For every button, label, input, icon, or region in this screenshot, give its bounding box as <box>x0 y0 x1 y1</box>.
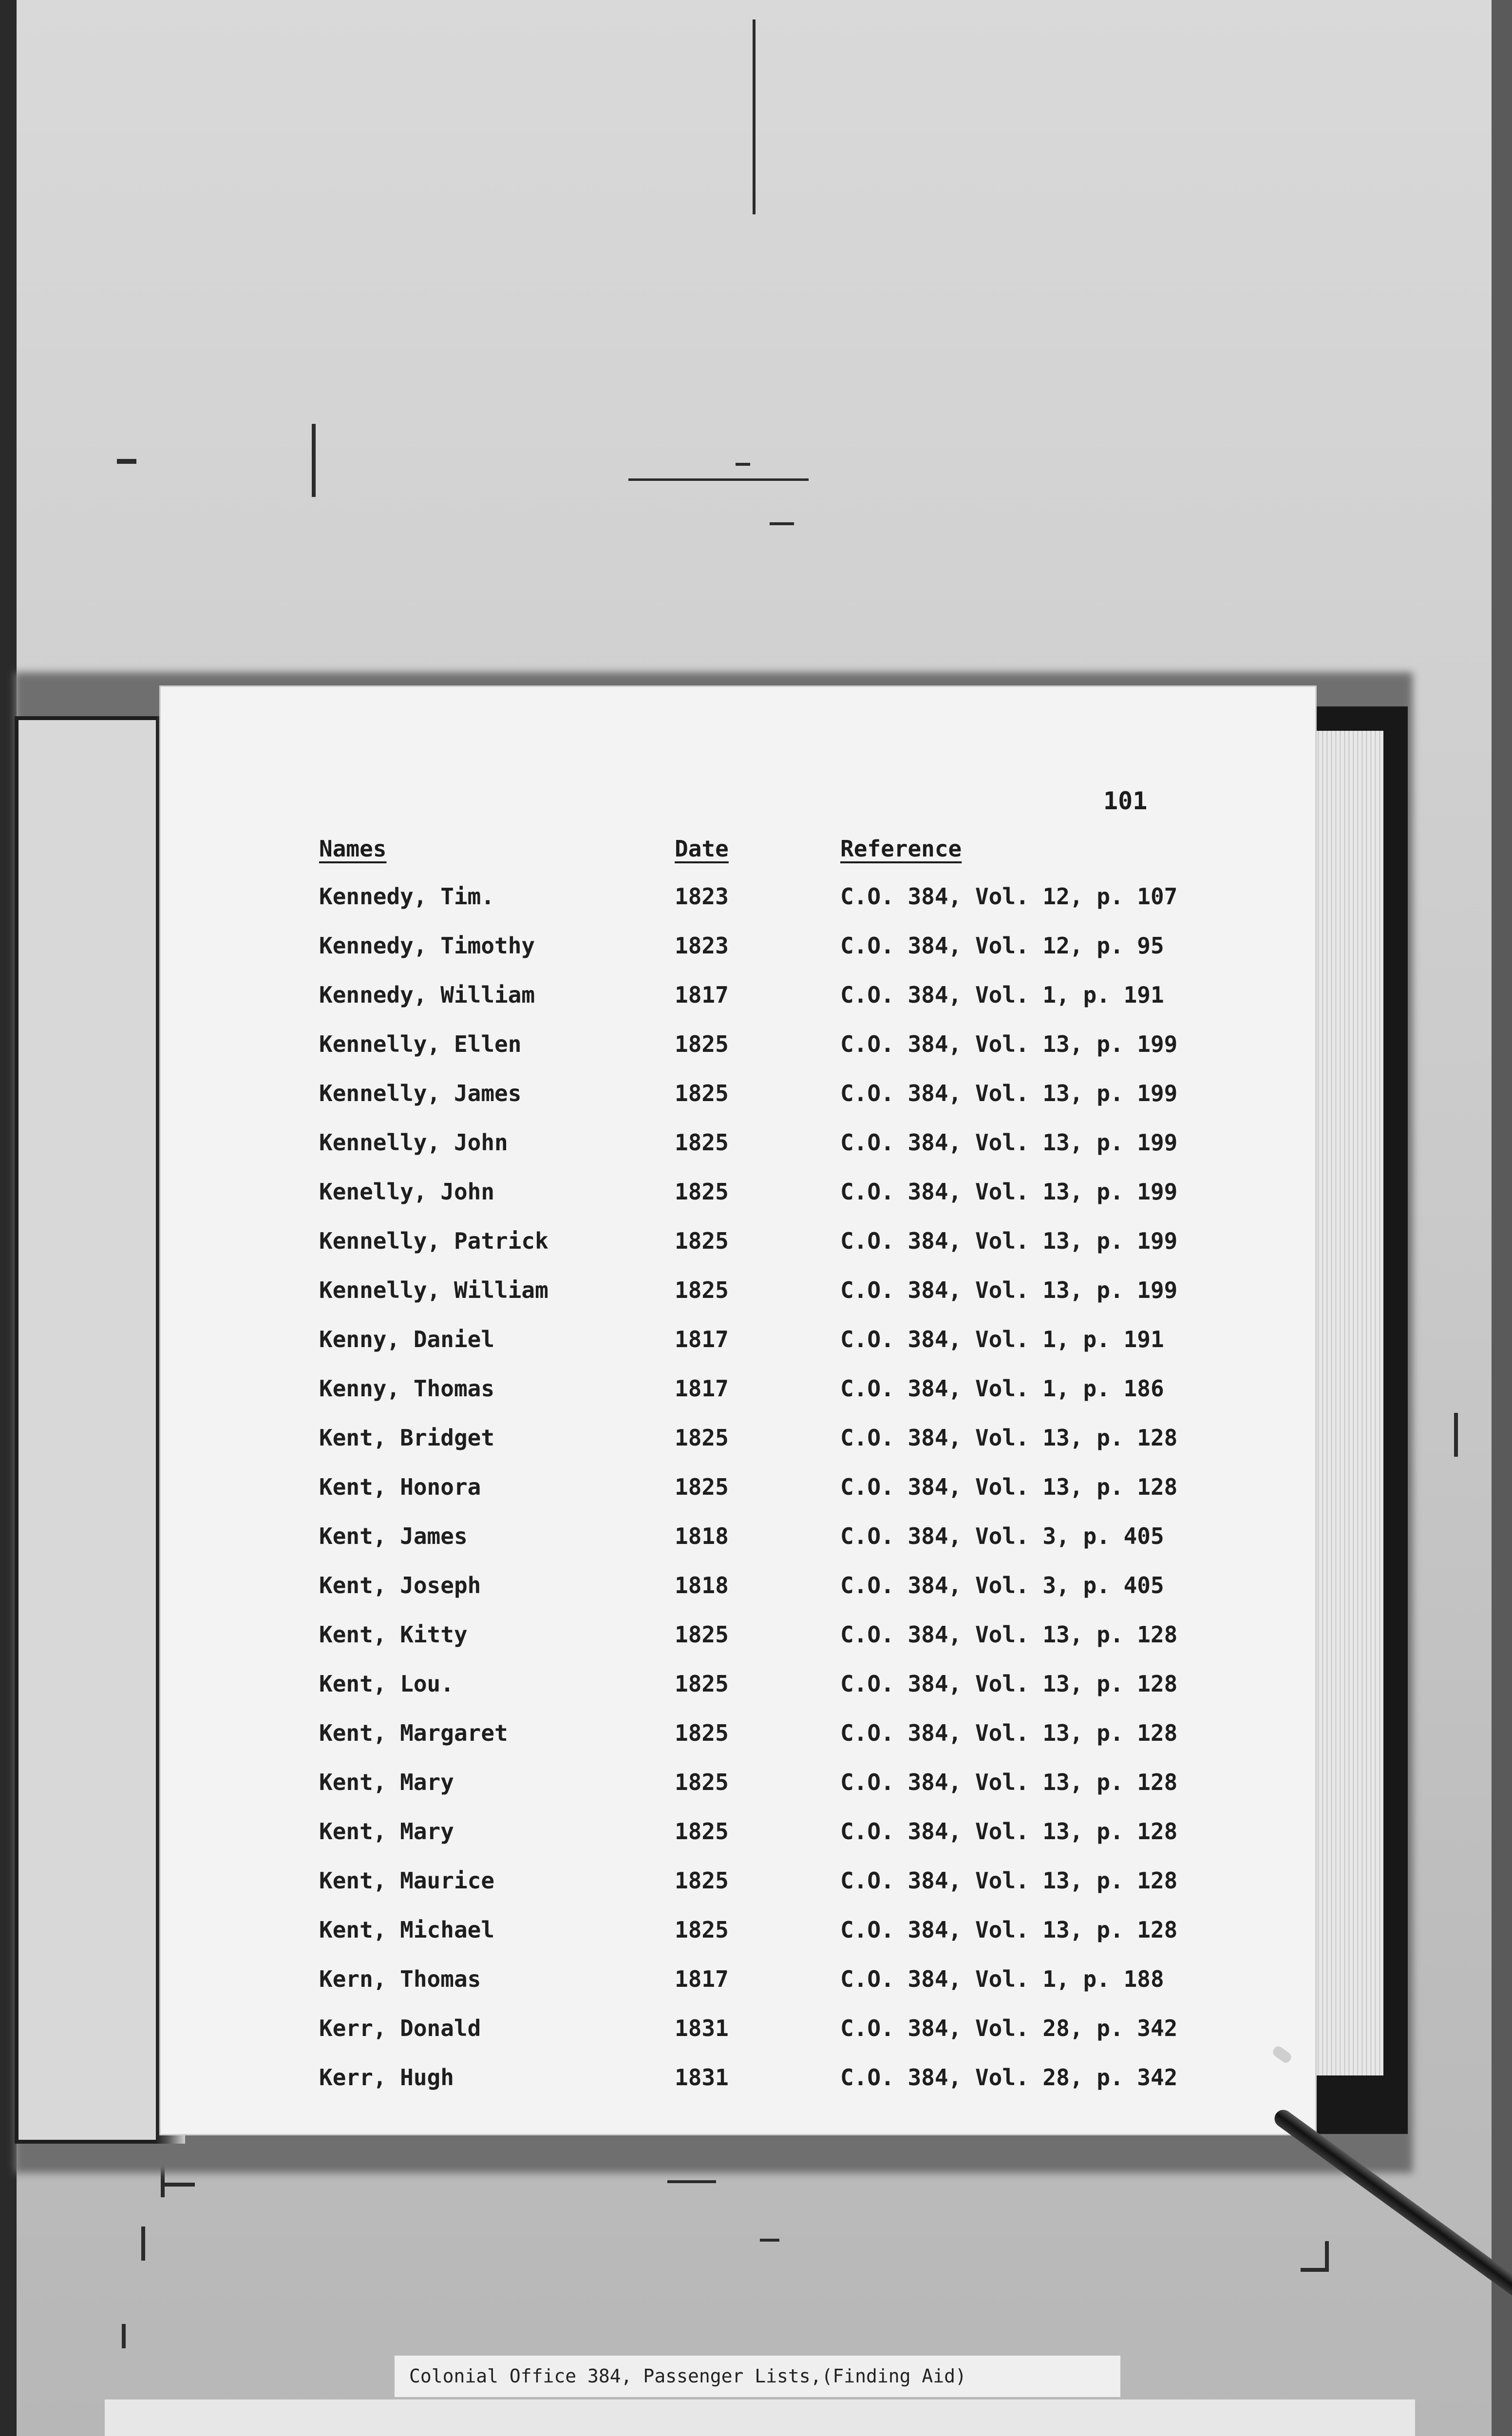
archive-stamp-card <box>105 2399 1415 2436</box>
list-item <box>319 1817 1220 1866</box>
entry-reference: C.O. 384, Vol. 12, p. 107 <box>840 883 1178 910</box>
entry-name: Kenelly, John <box>319 1179 495 1205</box>
entry-date: 1825 <box>675 1867 729 1894</box>
list-item <box>319 1079 1220 1128</box>
entry-date: 1825 <box>675 1621 729 1648</box>
entry-name: Kennelly, Patrick <box>319 1228 548 1254</box>
entry-name: Kerr, Hugh <box>319 2064 454 2091</box>
entry-name: Kent, Maurice <box>319 1867 495 1894</box>
entry-name: Kenny, Daniel <box>319 1326 495 1352</box>
board-edge-right <box>1492 0 1512 2436</box>
board-mark <box>770 522 794 525</box>
entry-date: 1831 <box>675 2015 729 2041</box>
entry-name: Kennedy, Tim. <box>319 883 495 910</box>
entry-name: Kent, James <box>319 1523 468 1549</box>
entry-date: 1817 <box>675 1375 729 1402</box>
list-item <box>319 1226 1220 1275</box>
board-mark <box>628 478 809 481</box>
list-item <box>319 931 1220 980</box>
entry-date: 1825 <box>675 1474 729 1500</box>
entry-date: 1823 <box>675 883 729 910</box>
entry-name: Kent, Honora <box>319 1474 481 1500</box>
entry-reference: C.O. 384, Vol. 13, p. 199 <box>840 1228 1178 1254</box>
entry-name: Kern, Thomas <box>319 1966 481 1992</box>
entry-reference: C.O. 384, Vol. 3, p. 405 <box>840 1523 1164 1549</box>
board-mark <box>1301 2268 1329 2272</box>
entry-name: Kent, Lou. <box>319 1671 454 1697</box>
left-page <box>15 716 170 2144</box>
entry-name: Kenny, Thomas <box>319 1375 495 1402</box>
list-item <box>319 1620 1220 1669</box>
board-mark <box>161 2183 195 2187</box>
entry-reference: C.O. 384, Vol. 13, p. 128 <box>840 1867 1178 1894</box>
board-mark <box>141 2227 145 2261</box>
entry-reference: C.O. 384, Vol. 1, p. 186 <box>840 1375 1164 1402</box>
column-header-date: Date <box>675 836 729 862</box>
column-header-reference: Reference <box>840 836 962 862</box>
entry-date: 1825 <box>675 1179 729 1205</box>
entry-name: Kennelly, John <box>319 1129 508 1156</box>
entry-name: Kennelly, William <box>319 1277 548 1303</box>
entry-date: 1831 <box>675 2064 729 2091</box>
list-item <box>319 1964 1220 2014</box>
entry-reference: C.O. 384, Vol. 13, p. 199 <box>840 1129 1178 1156</box>
board-mark <box>1325 2241 1329 2270</box>
page-number: 101 <box>1103 787 1148 815</box>
list-item <box>319 1325 1220 1374</box>
entry-name: Kent, Michael <box>319 1917 495 1943</box>
list-item <box>319 1128 1220 1177</box>
list-item <box>319 882 1220 931</box>
list-item <box>319 1472 1220 1522</box>
entry-reference: C.O. 384, Vol. 1, p. 188 <box>840 1966 1164 1992</box>
entry-name: Kennelly, Ellen <box>319 1031 522 1057</box>
entry-date: 1825 <box>675 1080 729 1106</box>
page-stack-edge <box>1310 731 1383 2075</box>
list-item <box>319 1177 1220 1226</box>
caption-label: Colonial Office 384, Passenger Lists,(Finding Aid) <box>395 2356 1120 2397</box>
entry-reference: C.O. 384, Vol. 13, p. 128 <box>840 1917 1178 1943</box>
entry-reference: C.O. 384, Vol. 13, p. 199 <box>840 1031 1178 1057</box>
entry-reference: C.O. 384, Vol. 13, p. 128 <box>840 1671 1178 1697</box>
entry-reference: C.O. 384, Vol. 13, p. 128 <box>840 1769 1178 1795</box>
entry-date: 1825 <box>675 1129 729 1156</box>
entry-name: Kent, Margaret <box>319 1720 508 1746</box>
board-mark <box>736 463 750 466</box>
entry-date: 1823 <box>675 933 729 959</box>
entry-date: 1818 <box>675 1523 729 1549</box>
board-mark <box>122 2324 126 2348</box>
entry-date: 1825 <box>675 1425 729 1451</box>
entry-reference: C.O. 384, Vol. 3, p. 405 <box>840 1572 1164 1599</box>
board-mark <box>753 19 756 214</box>
entry-reference: C.O. 384, Vol. 1, p. 191 <box>840 1326 1164 1352</box>
entry-reference: C.O. 384, Vol. 28, p. 342 <box>840 2064 1178 2091</box>
board-edge-left <box>0 0 17 2436</box>
entry-date: 1825 <box>675 1769 729 1795</box>
entry-date: 1817 <box>675 1326 729 1352</box>
list-item <box>319 1423 1220 1472</box>
list-item <box>319 1374 1220 1423</box>
entry-reference: C.O. 384, Vol. 13, p. 128 <box>840 1621 1178 1648</box>
entry-name: Kent, Kitty <box>319 1621 468 1648</box>
list-item <box>319 1029 1220 1079</box>
entry-name: Kennedy, William <box>319 982 535 1008</box>
list-item <box>319 1522 1220 1571</box>
entry-date: 1825 <box>675 1228 729 1254</box>
entry-date: 1818 <box>675 1572 729 1599</box>
list-item <box>319 1669 1220 1718</box>
entry-name: Kerr, Donald <box>319 2015 481 2041</box>
entry-reference: C.O. 384, Vol. 1, p. 191 <box>840 982 1164 1008</box>
list-item <box>319 1915 1220 1964</box>
entry-name: Kent, Bridget <box>319 1425 495 1451</box>
entry-reference: C.O. 384, Vol. 13, p. 128 <box>840 1720 1178 1746</box>
list-item <box>319 1866 1220 1915</box>
entry-reference: C.O. 384, Vol. 13, p. 128 <box>840 1818 1178 1845</box>
entry-reference: C.O. 384, Vol. 13, p. 199 <box>840 1179 1178 1205</box>
entry-name: Kennedy, Timothy <box>319 933 535 959</box>
board-mark <box>1454 1413 1458 1457</box>
entry-name: Kennelly, James <box>319 1080 522 1106</box>
list-item <box>319 2014 1220 2063</box>
entry-date: 1817 <box>675 1966 729 1992</box>
entry-name: Kent, Mary <box>319 1769 454 1795</box>
board-mark <box>760 2239 779 2242</box>
board-mark <box>312 424 316 497</box>
board-mark <box>667 2180 716 2183</box>
entry-reference: C.O. 384, Vol. 28, p. 342 <box>840 2015 1178 2041</box>
entry-reference: C.O. 384, Vol. 13, p. 199 <box>840 1080 1178 1106</box>
entry-date: 1825 <box>675 1917 729 1943</box>
column-header-names: Names <box>319 836 387 862</box>
entry-name: Kent, Joseph <box>319 1572 481 1599</box>
entry-date: 1825 <box>675 1277 729 1303</box>
list-item <box>319 1718 1220 1768</box>
entry-date: 1825 <box>675 1818 729 1845</box>
board-mark <box>117 459 136 464</box>
entry-date: 1825 <box>675 1671 729 1697</box>
entry-reference: C.O. 384, Vol. 12, p. 95 <box>840 933 1164 959</box>
list-item <box>319 1571 1220 1620</box>
entry-date: 1825 <box>675 1720 729 1746</box>
entry-list <box>319 882 1220 2112</box>
entry-date: 1825 <box>675 1031 729 1057</box>
entry-reference: C.O. 384, Vol. 13, p. 199 <box>840 1277 1178 1303</box>
entry-date: 1817 <box>675 982 729 1008</box>
list-item <box>319 2063 1220 2112</box>
list-item <box>319 1275 1220 1325</box>
entry-reference: C.O. 384, Vol. 13, p. 128 <box>840 1425 1178 1451</box>
list-item <box>319 1768 1220 1817</box>
list-item <box>319 980 1220 1029</box>
entry-name: Kent, Mary <box>319 1818 454 1845</box>
entry-reference: C.O. 384, Vol. 13, p. 128 <box>840 1474 1178 1500</box>
